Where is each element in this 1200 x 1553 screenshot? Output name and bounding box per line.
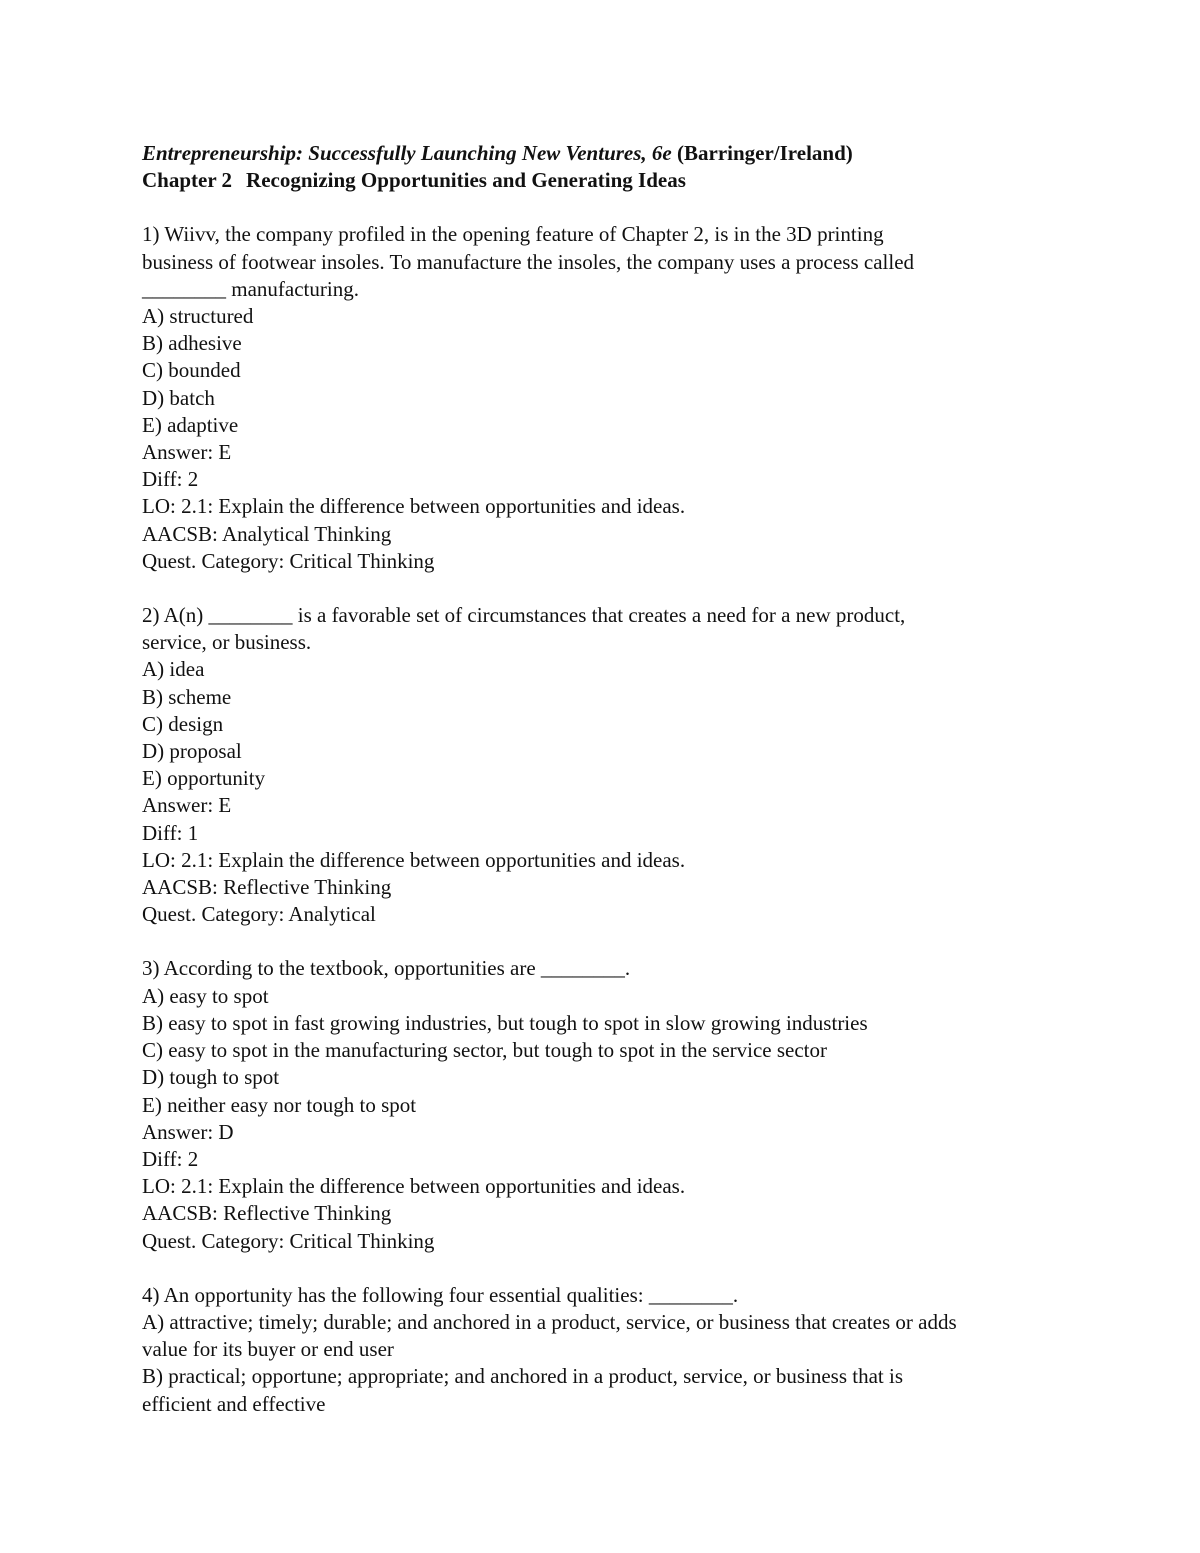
question-1: [142, 221, 1102, 575]
question-category: Quest. Category: Critical Thinking: [142, 548, 435, 573]
answer-key: Answer: E: [142, 793, 232, 818]
chapter-heading: [142, 167, 1102, 194]
answer-option-continued: efficient and effective: [142, 1391, 326, 1416]
answer-option: A) structured: [142, 304, 254, 329]
learning-objective: LO: 2.1: Explain the difference between opportunities and ideas.: [142, 494, 686, 519]
answer-option: C) design: [142, 711, 224, 736]
book-title: Entrepreneurship: Successfully Launching New Ventures, 6e: [142, 141, 672, 165]
answer-option-continued: value for its buyer or end user: [142, 1337, 394, 1362]
learning-objective: LO: 2.1: Explain the difference between opportunities and ideas.: [142, 1174, 686, 1199]
question-3: [142, 955, 1102, 1254]
question-stem: service, or business.: [142, 630, 312, 655]
question-stem: business of footwear insoles. To manufacture the insoles, the company uses a process called: [142, 249, 915, 274]
question-4: [142, 1282, 1102, 1418]
chapter-title: Recognizing Opportunities and Generating Ideas: [246, 168, 686, 193]
answer-option: A) idea: [142, 657, 205, 682]
answer-key: Answer: D: [142, 1119, 234, 1144]
document-title: [142, 140, 1102, 167]
question-category: Quest. Category: Critical Thinking: [142, 1228, 435, 1253]
answer-option: D) batch: [142, 385, 215, 410]
question-stem: 2) A(n) ________ is a favorable set of circumstances that creates a need for a new product,: [142, 603, 906, 628]
question-stem: 3) According to the textbook, opportunities are ________.: [142, 956, 631, 981]
question-stem: 4) An opportunity has the following four essential qualities: ________.: [142, 1282, 739, 1307]
answer-option: B) practical; opportune; appropriate; and anchored in a product, service, or business that is: [142, 1364, 904, 1389]
answer-option: C) bounded: [142, 358, 241, 383]
book-authors: (Barringer/Ireland): [677, 141, 853, 165]
answer-option: C) easy to spot in the manufacturing sector, but tough to spot in the service sector: [142, 1038, 828, 1063]
question-stem: ________ manufacturing.: [142, 276, 359, 301]
aacsb-tag: AACSB: Reflective Thinking: [142, 875, 392, 900]
answer-option: E) adaptive: [142, 412, 239, 437]
answer-option: E) opportunity: [142, 766, 266, 791]
document-body: [142, 140, 1102, 1418]
difficulty: Diff: 2: [142, 467, 199, 492]
answer-option: E) neither easy nor tough to spot: [142, 1092, 417, 1117]
answer-key: Answer: E: [142, 440, 232, 465]
answer-option: D) proposal: [142, 739, 242, 764]
question-stem: 1) Wiivv, the company profiled in the opening feature of Chapter 2, is in the 3D printing: [142, 222, 884, 247]
question-category: Quest. Category: Analytical: [142, 902, 376, 927]
aacsb-tag: AACSB: Analytical Thinking: [142, 521, 392, 546]
answer-option: A) easy to spot: [142, 983, 269, 1008]
question-2: [142, 602, 1102, 928]
learning-objective: LO: 2.1: Explain the difference between opportunities and ideas.: [142, 847, 686, 872]
answer-option: B) easy to spot in fast growing industries, but tough to spot in slow growing industries: [142, 1010, 868, 1035]
answer-option: B) adhesive: [142, 331, 242, 356]
difficulty: Diff: 1: [142, 820, 199, 845]
answer-option: D) tough to spot: [142, 1065, 280, 1090]
chapter-number: Chapter 2: [142, 168, 233, 193]
answer-option: B) scheme: [142, 684, 232, 709]
difficulty: Diff: 2: [142, 1146, 199, 1171]
answer-option: A) attractive; timely; durable; and anchored in a product, service, or business that creates or adds: [142, 1309, 957, 1334]
aacsb-tag: AACSB: Reflective Thinking: [142, 1201, 392, 1226]
